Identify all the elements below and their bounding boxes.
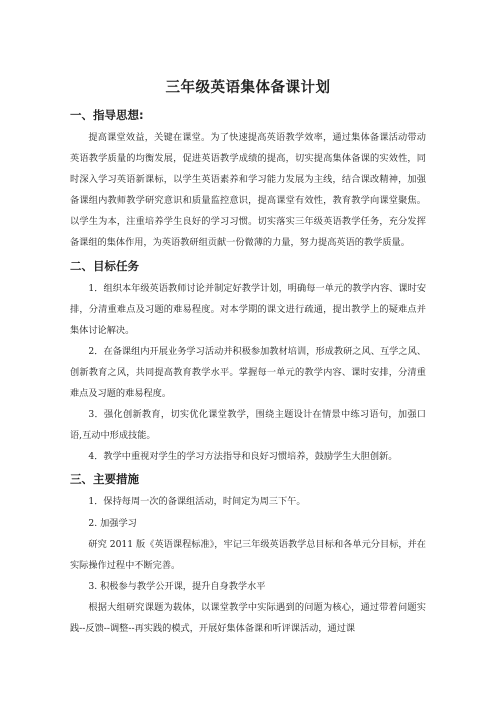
paragraph: 3. 积极参与教学公开课，提升自身教学水平 bbox=[88, 580, 266, 592]
section-heading-guiding-ideology: 一、指导思想: bbox=[70, 108, 144, 122]
paragraph: 2．在备课组内开展业务学习活动并积极参加教材培训，形成教研之风、互学之风、创新教育之风，共同提高教育教学水平。掌握每一单元的教学内容、课时安排，分清重难点及习题的难易程度。 bbox=[70, 345, 426, 400]
section-heading-measures: 三、主要措施 bbox=[70, 472, 139, 487]
paragraph: 根据大组研究课题为载体，以课堂教学中实际遇到的问题为核心，通过带着问题实践--反馈--调整--再实践的模式，开展好集体备课和听评课活动，通过课 bbox=[70, 601, 426, 634]
paragraph: 1．组织本年级英语教师讨论并制定好教学计划，明确每一单元的教学内容、课时安排，分清重难点及习题的难易程度。对本学期的课文进行疏通，提出教学上的疑难点并集体讨论解决。 bbox=[70, 282, 426, 336]
paragraph: 3．强化创新教育，切实优化课堂教学，围绕主题设计在情景中练习语句，加强口语,互动中形成技能。 bbox=[70, 409, 426, 442]
paragraph: 研究 2011 版《英语课程标准》，牢记三年级英语教学总目标和各单元分目标，并在实际操作过程中不断完善。 bbox=[70, 538, 426, 571]
paragraph: 4．教学中重视对学生的学习方法指导和良好习惯培养，鼓励学生大胆创新。 bbox=[88, 451, 398, 463]
document-title: 三年级英语集体备课计划 bbox=[165, 80, 331, 96]
paragraph: 2. 加强学习 bbox=[88, 517, 137, 529]
paragraph: 1．保持每周一次的备课组活动，时间定为周三下午。 bbox=[88, 496, 306, 508]
section-heading-goals: 二、目标任务 bbox=[70, 258, 139, 273]
paragraph: 提高课堂效益，关键在课堂。为了快速提高英语教学效率，通过集体备课活动带动英语教学质量的均衡发展，促进英语教学成绩的提高，切实提高集体备课的实效性，同时深入学习英语新课标，以学生英语素养和学习能力发展为主线，结合课改精神，加强备课组内教师教学研究意识和质量监控意识，提高课堂有效性，教育教学向课堂聚焦。以学生为本，注重培养学生良好的学习习惯。切实落实三年级英语教学任务，充分发挥备课组的集体作用，为英语教研组贡献一份微薄的力量，努力提高英语的教学质量。 bbox=[70, 132, 426, 249]
